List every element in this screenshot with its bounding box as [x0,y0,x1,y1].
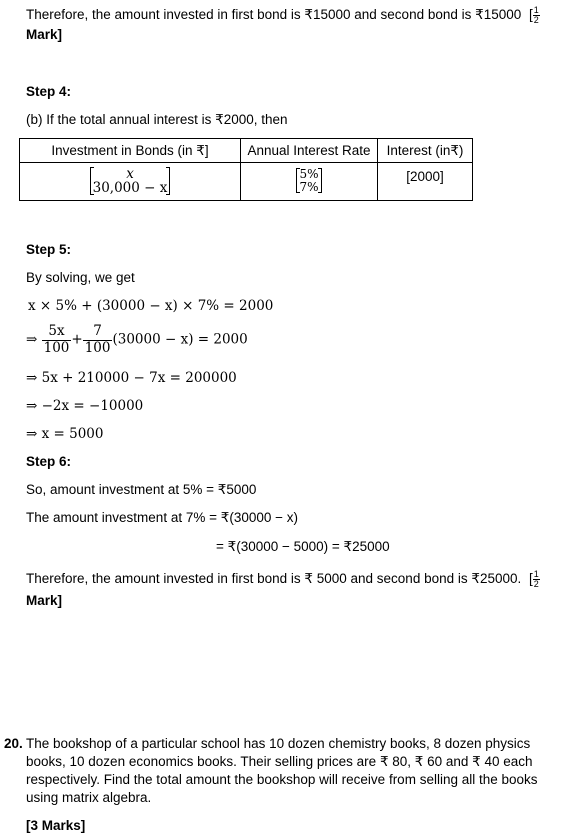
question-number: 20. [4,736,23,751]
half-fraction-bottom: $\frac{1}{2}$ [533,569,539,589]
conclusion-line-top [26,6,540,25]
cell-interest-matrix: [2000] [378,163,473,201]
cell-rate-matrix [241,163,378,201]
equation-1: x × 5% + (30000 − x) × 7% = 2000 [28,298,274,314]
investment-table [19,138,473,201]
conclusion-line-bottom [26,570,540,589]
conclusion-text-top: Therefore, the amount invested in first bond is ₹15000 and second bond is ₹15000 [26,7,522,23]
step5-intro: By solving, we get [26,270,135,285]
header-rate: Annual Interest Rate [241,139,378,163]
rate-matrix: 5% 7% [296,168,321,193]
equation-5: ⇒ x = 5000 [26,426,104,442]
mark-bracket-bottom: [ $\frac{1}{2}$ [529,569,539,589]
half-fraction-top: $\frac{1}{2}$ [533,5,539,25]
question-line-1: The bookshop of a particular school has 10 dozen chemistry books, 8 dozen physics [26,736,531,751]
equation-2: ⇒ $\frac{5x}{100}$ + $\frac{7}{100}$ (30000 − x) = 2000 [26,323,248,356]
question-marks: [3 Marks] [26,818,86,833]
mark-label-top: Mark] [26,27,63,42]
mark-label-bottom: Mark] [26,593,63,608]
header-investment: Investment in Bonds (in ₹] [20,139,241,163]
step4-heading: Step 4: [26,84,72,99]
conclusion-text-bottom: Therefore, the amount invested in first bond is ₹ 5000 and second bond is ₹25000. [26,571,522,587]
question-line-2: books, 10 dozen economics books. Their selling prices are ₹ 80, ₹ 60 and ₹ 40 each [26,754,533,769]
cell-investment-matrix [20,163,241,201]
equation-3: ⇒ 5x + 210000 − 7x = 200000 [26,370,237,386]
mark-bracket-top: [ $\frac{1}{2}$ [529,5,539,25]
fraction-7-100: $\frac{7}{100}$ [84,323,111,356]
equation-4: ⇒ −2x = −10000 [26,398,144,414]
table-header-row [20,139,473,163]
step5-heading: Step 5: [26,242,72,257]
header-interest: Interest (in₹) [378,139,473,163]
question-line-3: respectively. Find the total amount the bookshop will receive from selling all the books [26,772,538,787]
step6-line-3: = ₹(30000 − 5000) = ₹25000 [216,539,390,554]
step4-intro: (b) If the total annual interest is ₹2000, then [26,112,288,127]
question-line-4: using matrix algebra. [26,790,152,805]
step6-heading: Step 6: [26,454,72,469]
interest-value: 2000 [409,169,441,184]
table-data-row [20,163,473,201]
investment-matrix: x 30,000 − x [90,167,171,195]
fraction-5x-100: $\frac{5x}{100}$ [43,323,70,356]
step6-line-1: So, amount investment at 5% = ₹5000 [26,482,257,497]
step6-line-2: The amount investment at 7% = ₹(30000 − x) [26,510,298,525]
